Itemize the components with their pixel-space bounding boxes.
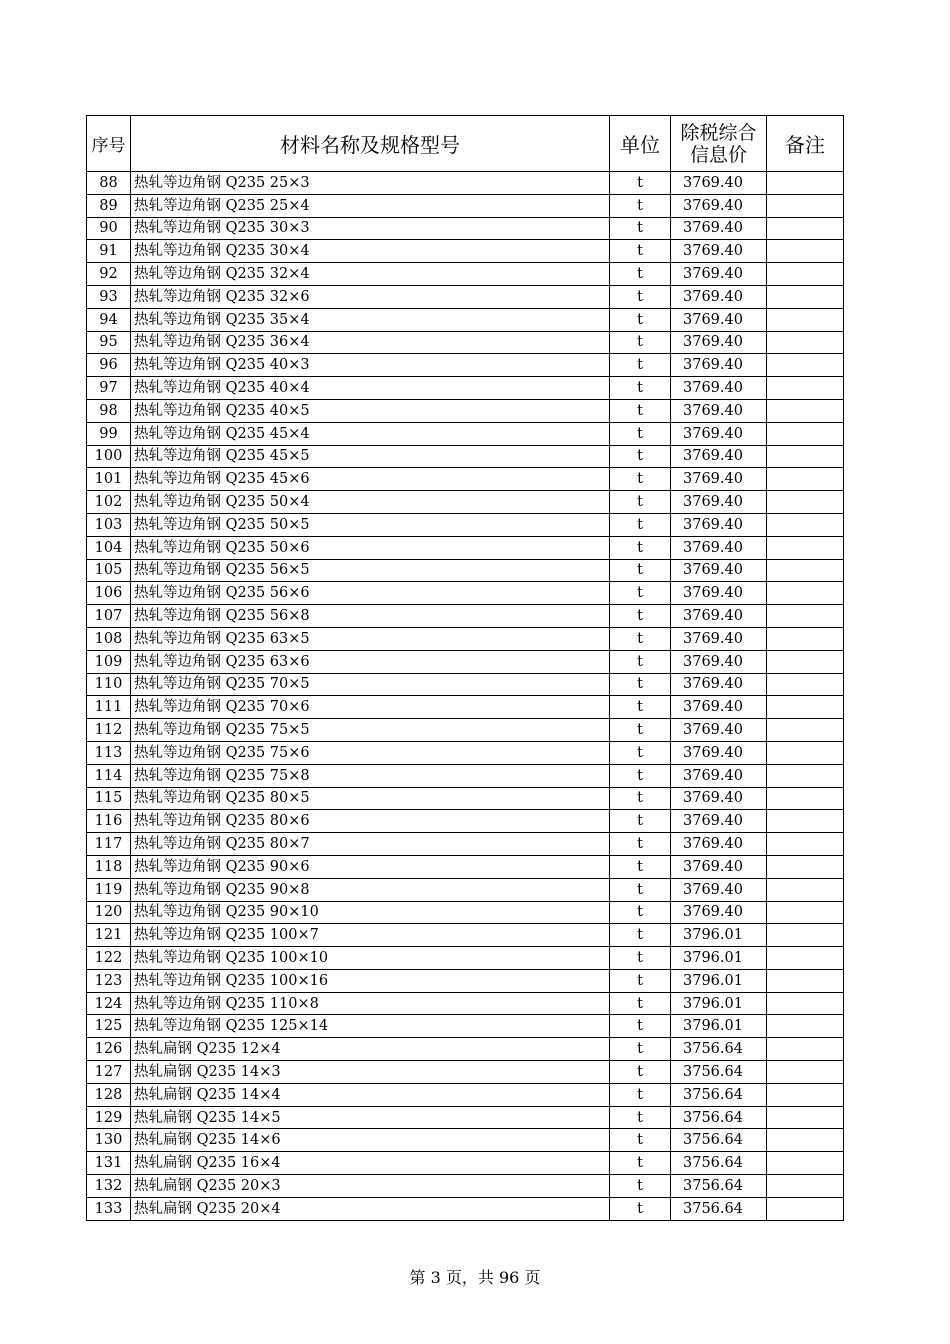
cell-price: 3769.40	[671, 172, 767, 195]
table-row	[87, 331, 844, 354]
cell-material-name: 热轧扁钢 Q235 14×5	[131, 1106, 610, 1129]
cell-unit: t	[610, 582, 671, 605]
table-row	[87, 1083, 844, 1106]
cell-price: 3769.40	[671, 627, 767, 650]
table-row	[87, 1038, 844, 1061]
cell-unit: t	[610, 559, 671, 582]
cell-unit: t	[610, 172, 671, 195]
cell-note	[767, 1129, 844, 1152]
cell-price: 3756.64	[671, 1129, 767, 1152]
table-body	[87, 172, 844, 1221]
cell-note	[767, 445, 844, 468]
cell-material-name: 热轧等边角钢 Q235 32×4	[131, 263, 610, 286]
cell-price: 3796.01	[671, 1015, 767, 1038]
cell-material-name: 热轧等边角钢 Q235 90×10	[131, 901, 610, 924]
cell-seq: 124	[87, 992, 131, 1015]
table-row	[87, 833, 844, 856]
cell-unit: t	[610, 969, 671, 992]
cell-price: 3769.40	[671, 810, 767, 833]
cell-unit: t	[610, 1038, 671, 1061]
cell-material-name: 热轧等边角钢 Q235 75×8	[131, 764, 610, 787]
table-row	[87, 810, 844, 833]
cell-seq: 104	[87, 536, 131, 559]
cell-unit: t	[610, 240, 671, 263]
cell-seq: 116	[87, 810, 131, 833]
cell-note	[767, 719, 844, 742]
cell-price: 3769.40	[671, 331, 767, 354]
cell-price: 3769.40	[671, 263, 767, 286]
cell-material-name: 热轧等边角钢 Q235 36×4	[131, 331, 610, 354]
cell-unit: t	[610, 1106, 671, 1129]
table-row	[87, 1061, 844, 1084]
cell-note	[767, 673, 844, 696]
table-row	[87, 1197, 844, 1220]
cell-seq: 100	[87, 445, 131, 468]
cell-note	[767, 1038, 844, 1061]
cell-price: 3756.64	[671, 1197, 767, 1220]
cell-material-name: 热轧等边角钢 Q235 100×10	[131, 947, 610, 970]
cell-price: 3796.01	[671, 947, 767, 970]
cell-unit: t	[610, 1083, 671, 1106]
table-row	[87, 263, 844, 286]
cell-seq: 101	[87, 468, 131, 491]
cell-unit: t	[610, 673, 671, 696]
cell-material-name: 热轧扁钢 Q235 20×4	[131, 1197, 610, 1220]
cell-price: 3769.40	[671, 582, 767, 605]
cell-note	[767, 172, 844, 195]
cell-seq: 114	[87, 764, 131, 787]
cell-note	[767, 285, 844, 308]
table-row	[87, 627, 844, 650]
cell-seq: 133	[87, 1197, 131, 1220]
header-price	[671, 116, 767, 172]
table-row	[87, 491, 844, 514]
cell-price: 3769.40	[671, 422, 767, 445]
cell-unit: t	[610, 1129, 671, 1152]
cell-unit: t	[610, 947, 671, 970]
cell-unit: t	[610, 422, 671, 445]
table-row	[87, 1015, 844, 1038]
cell-seq: 93	[87, 285, 131, 308]
cell-price: 3796.01	[671, 924, 767, 947]
header-row	[87, 116, 844, 172]
cell-seq: 110	[87, 673, 131, 696]
cell-price: 3769.40	[671, 377, 767, 400]
cell-seq: 121	[87, 924, 131, 947]
cell-seq: 112	[87, 719, 131, 742]
cell-price: 3756.64	[671, 1083, 767, 1106]
cell-material-name: 热轧等边角钢 Q235 50×6	[131, 536, 610, 559]
cell-unit: t	[610, 719, 671, 742]
table-row	[87, 377, 844, 400]
cell-unit: t	[610, 491, 671, 514]
cell-seq: 128	[87, 1083, 131, 1106]
cell-seq: 113	[87, 741, 131, 764]
cell-seq: 132	[87, 1175, 131, 1198]
cell-material-name: 热轧等边角钢 Q235 56×5	[131, 559, 610, 582]
cell-unit: t	[610, 627, 671, 650]
cell-seq: 107	[87, 605, 131, 628]
cell-material-name: 热轧等边角钢 Q235 45×4	[131, 422, 610, 445]
cell-price: 3769.40	[671, 719, 767, 742]
cell-seq: 102	[87, 491, 131, 514]
cell-material-name: 热轧等边角钢 Q235 45×5	[131, 445, 610, 468]
cell-note	[767, 627, 844, 650]
cell-note	[767, 377, 844, 400]
cell-material-name: 热轧扁钢 Q235 20×3	[131, 1175, 610, 1198]
cell-seq: 129	[87, 1106, 131, 1129]
cell-material-name: 热轧等边角钢 Q235 63×6	[131, 650, 610, 673]
table-row	[87, 1175, 844, 1198]
cell-material-name: 热轧等边角钢 Q235 63×5	[131, 627, 610, 650]
price-table-container	[86, 115, 843, 1221]
cell-seq: 97	[87, 377, 131, 400]
table-row	[87, 855, 844, 878]
cell-seq: 105	[87, 559, 131, 582]
table-row	[87, 240, 844, 263]
table-row	[87, 924, 844, 947]
cell-price: 3769.40	[671, 194, 767, 217]
cell-note	[767, 1106, 844, 1129]
cell-seq: 89	[87, 194, 131, 217]
cell-material-name: 热轧等边角钢 Q235 56×8	[131, 605, 610, 628]
cell-material-name: 热轧等边角钢 Q235 25×4	[131, 194, 610, 217]
cell-note	[767, 764, 844, 787]
cell-material-name: 热轧等边角钢 Q235 100×7	[131, 924, 610, 947]
cell-material-name: 热轧等边角钢 Q235 125×14	[131, 1015, 610, 1038]
cell-seq: 95	[87, 331, 131, 354]
header-name: 材料名称及规格型号	[131, 116, 610, 172]
table-row	[87, 399, 844, 422]
cell-unit: t	[610, 308, 671, 331]
cell-note	[767, 1197, 844, 1220]
cell-material-name: 热轧等边角钢 Q235 40×5	[131, 399, 610, 422]
cell-price: 3769.40	[671, 468, 767, 491]
cell-price: 3756.64	[671, 1175, 767, 1198]
cell-material-name: 热轧等边角钢 Q235 45×6	[131, 468, 610, 491]
cell-seq: 99	[87, 422, 131, 445]
cell-material-name: 热轧等边角钢 Q235 80×5	[131, 787, 610, 810]
cell-note	[767, 1175, 844, 1198]
table-row	[87, 650, 844, 673]
cell-price: 3769.40	[671, 285, 767, 308]
cell-material-name: 热轧等边角钢 Q235 90×6	[131, 855, 610, 878]
cell-material-name: 热轧等边角钢 Q235 80×7	[131, 833, 610, 856]
cell-price: 3769.40	[671, 901, 767, 924]
cell-seq: 108	[87, 627, 131, 650]
table-row	[87, 605, 844, 628]
cell-unit: t	[610, 787, 671, 810]
cell-price: 3769.40	[671, 787, 767, 810]
cell-unit: t	[610, 1175, 671, 1198]
cell-note	[767, 513, 844, 536]
cell-note	[767, 878, 844, 901]
cell-note	[767, 468, 844, 491]
cell-note	[767, 787, 844, 810]
cell-price: 3756.64	[671, 1038, 767, 1061]
cell-note	[767, 810, 844, 833]
cell-material-name: 热轧扁钢 Q235 14×3	[131, 1061, 610, 1084]
cell-note	[767, 947, 844, 970]
cell-unit: t	[610, 1197, 671, 1220]
table-row	[87, 741, 844, 764]
cell-material-name: 热轧扁钢 Q235 12×4	[131, 1038, 610, 1061]
cell-unit: t	[610, 901, 671, 924]
table-row	[87, 217, 844, 240]
table-row	[87, 513, 844, 536]
cell-unit: t	[610, 354, 671, 377]
cell-material-name: 热轧等边角钢 Q235 90×8	[131, 878, 610, 901]
cell-note	[767, 399, 844, 422]
cell-note	[767, 741, 844, 764]
cell-material-name: 热轧等边角钢 Q235 70×5	[131, 673, 610, 696]
header-price-line2: 信息价	[689, 143, 747, 166]
cell-seq: 96	[87, 354, 131, 377]
cell-unit: t	[610, 513, 671, 536]
cell-note	[767, 536, 844, 559]
cell-unit: t	[610, 331, 671, 354]
cell-note	[767, 559, 844, 582]
table-row	[87, 468, 844, 491]
table-row	[87, 764, 844, 787]
cell-seq: 118	[87, 855, 131, 878]
cell-seq: 126	[87, 1038, 131, 1061]
cell-unit: t	[610, 741, 671, 764]
table-row	[87, 673, 844, 696]
cell-material-name: 热轧等边角钢 Q235 75×5	[131, 719, 610, 742]
cell-unit: t	[610, 194, 671, 217]
cell-price: 3769.40	[671, 491, 767, 514]
header-unit: 单位	[610, 116, 671, 172]
cell-note	[767, 992, 844, 1015]
cell-price: 3756.64	[671, 1061, 767, 1084]
cell-seq: 123	[87, 969, 131, 992]
cell-note	[767, 217, 844, 240]
table-row	[87, 901, 844, 924]
cell-note	[767, 1152, 844, 1175]
cell-unit: t	[610, 878, 671, 901]
table-row	[87, 878, 844, 901]
cell-seq: 122	[87, 947, 131, 970]
cell-note	[767, 969, 844, 992]
cell-material-name: 热轧等边角钢 Q235 70×6	[131, 696, 610, 719]
cell-material-name: 热轧等边角钢 Q235 75×6	[131, 741, 610, 764]
cell-note	[767, 855, 844, 878]
table-row	[87, 422, 844, 445]
cell-unit: t	[610, 764, 671, 787]
table-row	[87, 559, 844, 582]
cell-price: 3769.40	[671, 833, 767, 856]
header-note: 备注	[767, 116, 844, 172]
cell-material-name: 热轧等边角钢 Q235 56×6	[131, 582, 610, 605]
cell-seq: 130	[87, 1129, 131, 1152]
table-row	[87, 194, 844, 217]
cell-unit: t	[610, 536, 671, 559]
table-row	[87, 947, 844, 970]
cell-seq: 111	[87, 696, 131, 719]
cell-note	[767, 491, 844, 514]
cell-price: 3769.40	[671, 650, 767, 673]
cell-unit: t	[610, 696, 671, 719]
cell-note	[767, 924, 844, 947]
cell-seq: 90	[87, 217, 131, 240]
cell-material-name: 热轧等边角钢 Q235 35×4	[131, 308, 610, 331]
table-row	[87, 285, 844, 308]
cell-price: 3769.40	[671, 536, 767, 559]
cell-price: 3769.40	[671, 559, 767, 582]
table-row	[87, 445, 844, 468]
cell-price: 3769.40	[671, 764, 767, 787]
cell-note	[767, 308, 844, 331]
cell-seq: 131	[87, 1152, 131, 1175]
table-row	[87, 787, 844, 810]
cell-price: 3796.01	[671, 992, 767, 1015]
table-row	[87, 1129, 844, 1152]
cell-price: 3769.40	[671, 308, 767, 331]
cell-price: 3769.40	[671, 696, 767, 719]
cell-price: 3796.01	[671, 969, 767, 992]
cell-note	[767, 901, 844, 924]
cell-unit: t	[610, 810, 671, 833]
table-row	[87, 172, 844, 195]
cell-unit: t	[610, 1015, 671, 1038]
cell-seq: 106	[87, 582, 131, 605]
cell-unit: t	[610, 1152, 671, 1175]
cell-unit: t	[610, 1061, 671, 1084]
cell-unit: t	[610, 650, 671, 673]
cell-note	[767, 696, 844, 719]
cell-seq: 91	[87, 240, 131, 263]
cell-seq: 119	[87, 878, 131, 901]
cell-seq: 98	[87, 399, 131, 422]
cell-seq: 115	[87, 787, 131, 810]
header-price-line1: 除税综合	[680, 121, 757, 144]
cell-price: 3769.40	[671, 217, 767, 240]
cell-seq: 120	[87, 901, 131, 924]
cell-note	[767, 331, 844, 354]
cell-price: 3769.40	[671, 240, 767, 263]
cell-unit: t	[610, 217, 671, 240]
cell-seq: 117	[87, 833, 131, 856]
cell-unit: t	[610, 833, 671, 856]
cell-material-name: 热轧等边角钢 Q235 40×4	[131, 377, 610, 400]
cell-material-name: 热轧等边角钢 Q235 80×6	[131, 810, 610, 833]
cell-unit: t	[610, 377, 671, 400]
table-row	[87, 696, 844, 719]
cell-note	[767, 605, 844, 628]
cell-material-name: 热轧等边角钢 Q235 30×3	[131, 217, 610, 240]
cell-material-name: 热轧等边角钢 Q235 100×16	[131, 969, 610, 992]
cell-material-name: 热轧扁钢 Q235 14×4	[131, 1083, 610, 1106]
cell-price: 3769.40	[671, 878, 767, 901]
cell-unit: t	[610, 992, 671, 1015]
cell-material-name: 热轧等边角钢 Q235 50×4	[131, 491, 610, 514]
cell-seq: 125	[87, 1015, 131, 1038]
cell-seq: 103	[87, 513, 131, 536]
cell-material-name: 热轧等边角钢 Q235 32×6	[131, 285, 610, 308]
cell-price: 3769.40	[671, 855, 767, 878]
cell-material-name: 热轧等边角钢 Q235 50×5	[131, 513, 610, 536]
cell-seq: 94	[87, 308, 131, 331]
cell-note	[767, 422, 844, 445]
cell-material-name: 热轧等边角钢 Q235 30×4	[131, 240, 610, 263]
cell-seq: 92	[87, 263, 131, 286]
cell-note	[767, 354, 844, 377]
table-row	[87, 992, 844, 1015]
cell-note	[767, 833, 844, 856]
cell-price: 3769.40	[671, 399, 767, 422]
cell-note	[767, 263, 844, 286]
cell-unit: t	[610, 924, 671, 947]
table-row	[87, 969, 844, 992]
cell-material-name: 热轧等边角钢 Q235 110×8	[131, 992, 610, 1015]
cell-seq: 109	[87, 650, 131, 673]
cell-price: 3769.40	[671, 354, 767, 377]
cell-unit: t	[610, 263, 671, 286]
cell-unit: t	[610, 855, 671, 878]
cell-note	[767, 240, 844, 263]
cell-unit: t	[610, 399, 671, 422]
cell-note	[767, 1061, 844, 1084]
cell-material-name: 热轧扁钢 Q235 16×4	[131, 1152, 610, 1175]
price-table	[86, 115, 844, 1221]
table-row	[87, 1106, 844, 1129]
table-row	[87, 308, 844, 331]
cell-unit: t	[610, 445, 671, 468]
cell-note	[767, 1083, 844, 1106]
cell-price: 3756.64	[671, 1152, 767, 1175]
page-footer: 第 3 页，共 96 页	[409, 1268, 541, 1287]
cell-price: 3769.40	[671, 605, 767, 628]
cell-unit: t	[610, 468, 671, 491]
cell-price: 3769.40	[671, 741, 767, 764]
cell-note	[767, 582, 844, 605]
cell-note	[767, 194, 844, 217]
cell-unit: t	[610, 605, 671, 628]
cell-price: 3769.40	[671, 673, 767, 696]
header-seq: 序号	[87, 116, 131, 172]
cell-note	[767, 1015, 844, 1038]
cell-price: 3769.40	[671, 513, 767, 536]
cell-unit: t	[610, 285, 671, 308]
cell-note	[767, 650, 844, 673]
cell-material-name: 热轧扁钢 Q235 14×6	[131, 1129, 610, 1152]
table-row	[87, 536, 844, 559]
cell-price: 3756.64	[671, 1106, 767, 1129]
cell-material-name: 热轧等边角钢 Q235 25×3	[131, 172, 610, 195]
cell-material-name: 热轧等边角钢 Q235 40×3	[131, 354, 610, 377]
table-row	[87, 1152, 844, 1175]
table-row	[87, 719, 844, 742]
cell-price: 3769.40	[671, 445, 767, 468]
table-row	[87, 582, 844, 605]
table-row	[87, 354, 844, 377]
cell-seq: 127	[87, 1061, 131, 1084]
cell-seq: 88	[87, 172, 131, 195]
